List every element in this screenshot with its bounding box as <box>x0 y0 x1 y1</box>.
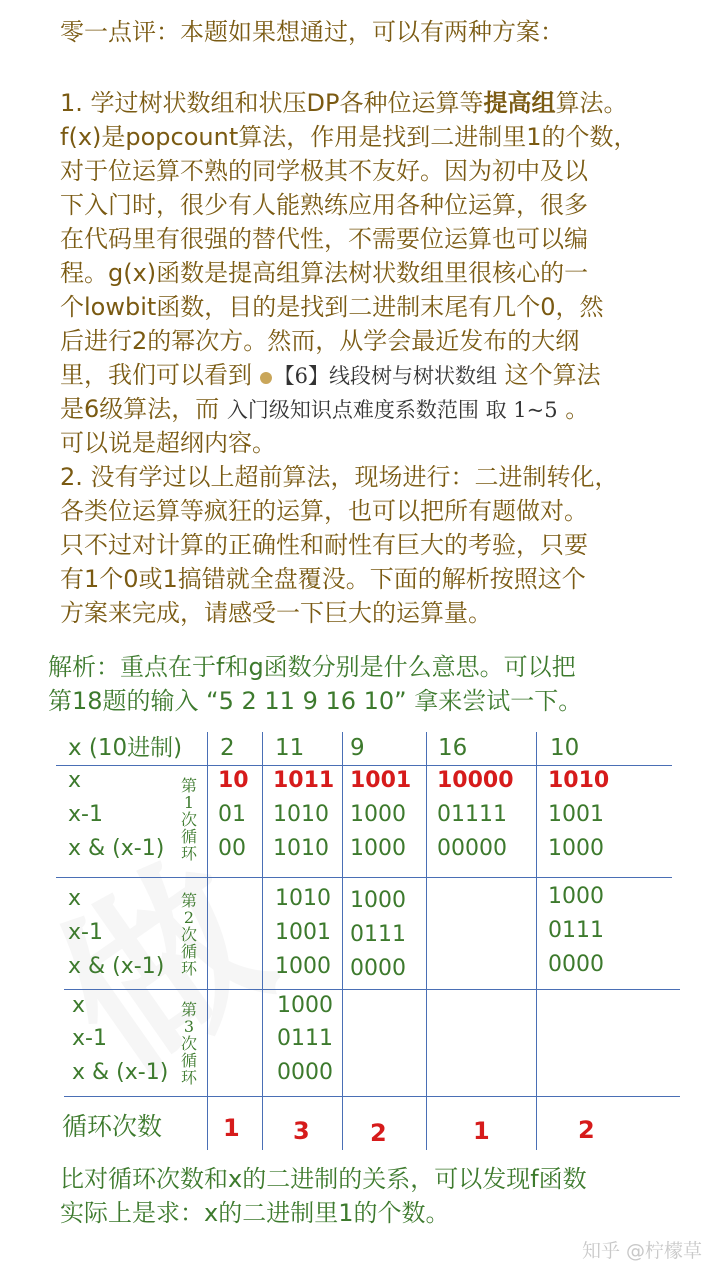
loop1-x-cell: 1001 <box>350 768 412 793</box>
table-column-divider <box>536 732 537 1150</box>
option2-line3: 只不过对计算的正确性和耐性有巨大的考验，只要 <box>60 531 588 559</box>
loop3-and-cell: 0000 <box>277 1060 333 1085</box>
loop2-x-cell: 1000 <box>350 888 406 913</box>
loop1-xm1-cell: 01111 <box>437 802 507 827</box>
loop1-and-cell: 00000 <box>437 836 507 861</box>
loop-count-value: 2 <box>370 1119 387 1147</box>
analysis-paragraph <box>48 650 708 718</box>
analysis-line1: 解析：重点在于f和g函数分别是什么意思。可以把 <box>48 653 576 681</box>
table-column-divider <box>342 732 343 1150</box>
row-label-x-minus-1: x-1 <box>68 802 103 827</box>
loop-count-value: 1 <box>473 1117 490 1145</box>
option1-line9 <box>60 358 720 392</box>
intro-text: 零一点评：本题如果想通过，可以有两种方案： <box>60 18 564 46</box>
conclusion-line1: 比对循环次数和x的二进制的关系，可以发现f函数 <box>60 1165 587 1193</box>
option1-line1 <box>60 86 720 120</box>
loop-label-1: 第1次循环 <box>180 776 197 863</box>
loop1-and-cell: 1010 <box>273 836 329 861</box>
loop1-x-cell: 10 <box>218 768 249 793</box>
option2-line2: 各类位运算等疯狂的运算，也可以把所有题做对。 <box>60 497 588 525</box>
analysis-line2: 第18题的输入 “5 2 11 9 16 10” 拿来尝试一下。 <box>48 687 583 715</box>
table-header-cell: 2 <box>220 735 235 761</box>
loop-label-2: 第2次循环 <box>180 891 197 978</box>
option1-line2: f(x)是popcount算法，作用是找到二进制里1的个数， <box>60 123 638 151</box>
loop2-x-cell: 1010 <box>275 886 331 911</box>
row-label-x-and: x & (x-1) <box>72 1060 169 1085</box>
loop2-and-cell: 1000 <box>275 954 331 979</box>
option1-line5: 在代码里有很强的替代性，不需要位运算也可以编 <box>60 225 588 253</box>
table-column-divider <box>207 732 208 1150</box>
option1-line10-end: 。 <box>565 395 590 423</box>
loop3-x-cell: 1000 <box>277 993 333 1018</box>
loop2-and-cell: 0000 <box>548 952 604 977</box>
loop2-and-cell: 0000 <box>350 956 406 981</box>
table-rule <box>64 1096 680 1097</box>
row-label-x-and: x & (x-1) <box>68 836 165 861</box>
loop1-and-cell: 1000 <box>350 836 406 861</box>
loop2-xm1-cell: 0111 <box>350 922 406 947</box>
option1-line9-text: 里，我们可以看到 <box>60 361 252 389</box>
option2-line4: 有1个0或1搞错就全盘覆没。下面的解析按照这个 <box>60 565 586 593</box>
row-label-x-minus-1: x-1 <box>72 1026 107 1051</box>
loop1-and-cell: 1000 <box>548 836 604 861</box>
loop-count-value: 3 <box>293 1117 310 1145</box>
loop-count-value: 1 <box>223 1114 240 1142</box>
table-rule <box>56 877 672 878</box>
option1-line6: 程。g(x)函数是提高组算法树状数组里很核心的一 <box>60 259 589 287</box>
loop1-xm1-cell: 01 <box>218 802 246 827</box>
syllabus-item-text: 【6】线段树与树状数组 <box>273 364 498 388</box>
row-label-x: x <box>68 886 82 911</box>
option1-line3: 对于位运算不熟的同学极其不友好。因为初中及以 <box>60 157 588 185</box>
table-header-cell: 16 <box>438 735 468 761</box>
loop-count-value: 2 <box>578 1116 595 1144</box>
bullet-dot-icon <box>260 372 272 384</box>
syllabus-range-snippet: 入门级知识点难度系数范围 取 1~5 <box>226 398 558 422</box>
option1-bold-term: 提高组 <box>483 89 556 117</box>
loop1-xm1-cell: 1010 <box>273 802 329 827</box>
row-label-x-minus-1: x-1 <box>68 920 103 945</box>
loop1-xm1-cell: 1001 <box>548 802 604 827</box>
syllabus-item-snippet <box>260 359 497 393</box>
option2-line5: 方案来完成，请感受一下巨大的运算量。 <box>60 599 492 627</box>
option1-line9-end: 这个算法 <box>504 361 601 389</box>
table-header-cell: 11 <box>275 735 305 761</box>
option1-paragraph <box>60 86 720 630</box>
option1-line4: 下入门时，很少有人能熟练应用各种位运算，很多 <box>60 191 588 219</box>
loop1-x-cell: 1011 <box>273 768 335 793</box>
row-label-x: x <box>72 993 86 1018</box>
option1-line7: 个lowbit函数，目的是找到二进制末尾有几个0，然 <box>60 293 604 321</box>
loop-label-3: 第3次循环 <box>180 1000 197 1087</box>
loop1-xm1-cell: 1000 <box>350 802 406 827</box>
loop2-xm1-cell: 0111 <box>548 918 604 943</box>
option2-line1: 2. 没有学过以上超前算法，现场进行：二进制转化， <box>60 463 619 491</box>
option1-line11: 可以说是超纲内容。 <box>60 429 276 457</box>
option1-line10-text: 是6级算法，而 <box>60 395 220 423</box>
loop1-and-cell: 00 <box>218 836 246 861</box>
table-header-cell: 9 <box>350 735 365 761</box>
option1-line8: 后进行2的幂次方。然而，从学会最近发布的大纲 <box>60 327 580 355</box>
option1-line1-end: 算法。 <box>555 89 628 117</box>
loop2-xm1-cell: 1001 <box>275 920 331 945</box>
table-header-label: x (10进制) <box>68 735 183 761</box>
option1-line1-text: 1. 学过树状数组和状压DP各种位运算等 <box>60 89 484 117</box>
row-label-x: x <box>68 768 82 793</box>
loop3-xm1-cell: 0111 <box>277 1026 333 1051</box>
row-label-x-and: x & (x-1) <box>68 954 165 979</box>
table-header-cell: 10 <box>550 735 580 761</box>
table-column-divider <box>426 732 427 1150</box>
loop1-x-cell: 1010 <box>548 768 610 793</box>
loop1-x-cell: 10000 <box>437 768 514 793</box>
loop2-x-cell: 1000 <box>548 884 604 909</box>
zhihu-watermark: 知乎 @柠檬草 <box>581 1240 702 1262</box>
conclusion-line2: 实际上是求：x的二进制里1的个数。 <box>60 1199 450 1227</box>
option1-line10 <box>60 392 720 426</box>
loop-count-label: 循环次数 <box>62 1112 163 1141</box>
table-column-divider <box>262 732 263 1150</box>
conclusion-paragraph <box>60 1162 710 1230</box>
table-rule <box>64 989 680 990</box>
